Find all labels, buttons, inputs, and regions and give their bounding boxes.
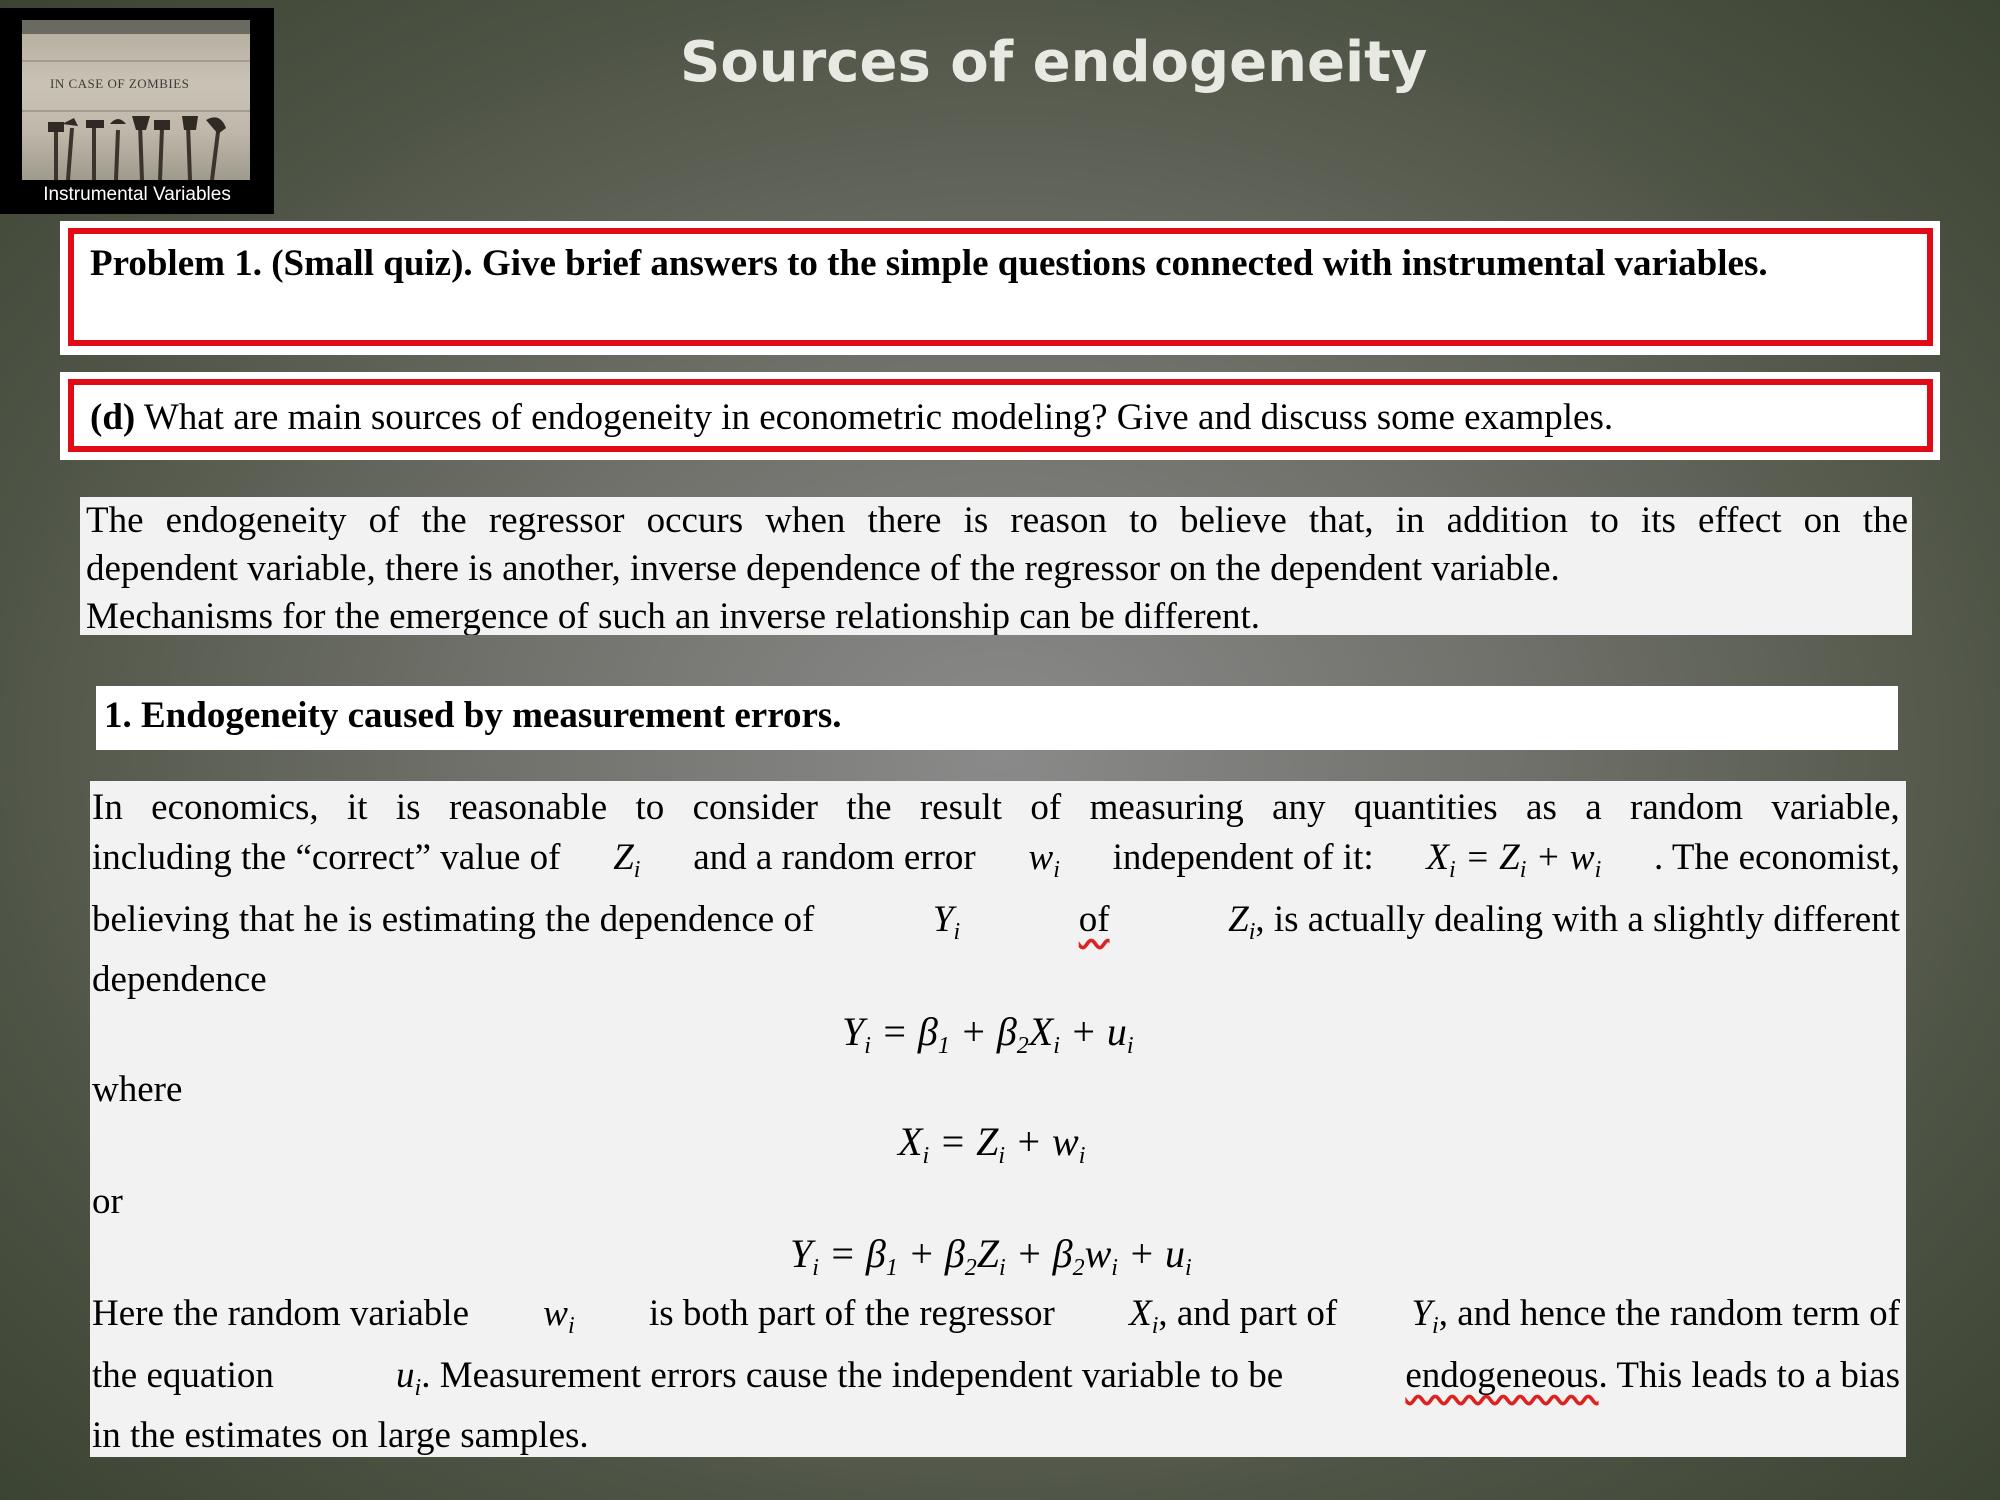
word-or: or	[92, 1181, 123, 1222]
math-Yi-group	[1411, 1292, 1900, 1340]
logo-caption: Instrumental Variables	[43, 184, 231, 205]
math-wi: $w_i$	[543, 1293, 575, 1339]
equation-2: $X_i = Z_i + w_i$	[898, 1119, 1086, 1169]
math-Xi-group	[1129, 1292, 1337, 1340]
intro-line: The endogeneity of the regressor occurs when there is reason to believe that, in addition to its effect on the	[86, 500, 1908, 541]
body-text: . The economist,	[1654, 837, 1900, 878]
math-Xi-eq: $X_i = Z_i + w_i$	[1426, 837, 1602, 883]
tools-icon	[22, 20, 250, 180]
body-text: . This leads to a bias	[1598, 1355, 1900, 1396]
body-word: to	[635, 787, 665, 828]
body-text-of: of	[1078, 899, 1110, 940]
body-word: is	[395, 787, 421, 828]
body-word: variable,	[1771, 787, 1900, 828]
body-line-4: dependence	[92, 959, 267, 1000]
slide-title: Sources of endogeneity	[680, 30, 1428, 95]
body-word: measuring	[1089, 787, 1244, 828]
math-ui-group	[396, 1354, 1283, 1402]
body-word: a	[1585, 787, 1602, 828]
body-word: result	[919, 787, 1003, 828]
body-line-1	[92, 786, 1900, 829]
body-text: independent of it:	[1112, 837, 1374, 878]
math-Yi: $Y_i$	[932, 899, 961, 945]
intro-line: Mechanisms for the emergence of such an inverse relationship can be different.	[86, 596, 1260, 635]
body-text: . Measurement errors cause the independent variable to be	[421, 1355, 1284, 1396]
course-logo	[0, 8, 274, 214]
body-text: , is actually dealing with a slightly different	[1255, 899, 1900, 940]
math-ui: $u_i$	[396, 1355, 422, 1401]
math-wi: $w_i$	[1028, 837, 1060, 883]
body-text: , and hence the random term of	[1438, 1293, 1900, 1334]
endogeneous-group	[1405, 1354, 1900, 1397]
body-word: In	[92, 787, 123, 828]
body-line-5	[92, 1292, 1900, 1340]
body-line-3	[92, 898, 1900, 946]
body-text: including the “correct” value of	[92, 837, 561, 878]
math-Zi: $Z_i$	[1228, 899, 1256, 945]
question-label: (d)	[90, 397, 136, 438]
body-text: believing that he is estimating the dependence of	[92, 899, 815, 940]
body-text-endogeneous: endogeneous	[1405, 1355, 1599, 1396]
body-word: the	[846, 787, 892, 828]
math-Zi-group	[1228, 898, 1900, 946]
math-Yi: $Y_i$	[1411, 1293, 1439, 1339]
question-text	[90, 393, 1906, 443]
intro-paragraph	[86, 497, 1908, 635]
math-Zi: $Z_i$	[613, 837, 641, 883]
body-word: random	[1630, 787, 1744, 828]
body-word: of	[1030, 787, 1062, 828]
equation-1: $Y_i = \beta_1 + \beta_2X_i + u_i$	[842, 1009, 1134, 1059]
body-line-2	[92, 836, 1900, 884]
body-word: it	[347, 787, 368, 828]
intro-line: dependent variable, there is another, inverse dependence of the regressor on the dependent variable.	[86, 548, 1560, 589]
body-line-7: in the estimates on large samples.	[92, 1415, 589, 1456]
body-text: is both part of the regressor	[648, 1293, 1055, 1334]
body-text: , and part of	[1158, 1293, 1338, 1334]
body-word: quantities	[1353, 787, 1498, 828]
body-word: any	[1272, 787, 1326, 828]
body-word: reasonable	[448, 787, 608, 828]
body-line-1-words	[92, 786, 1900, 829]
body-line-6	[92, 1354, 1900, 1402]
body-text: and a random error	[693, 837, 976, 878]
problem-text: Problem 1. (Small quiz). Give brief answers to the simple questions connected with instrumental variables.	[90, 243, 1768, 284]
word-where: where	[92, 1069, 183, 1110]
logo-sign-text: IN CASE OF ZOMBIES	[50, 76, 190, 91]
section-heading: 1. Endogeneity caused by measurement errors.	[104, 695, 842, 736]
zombie-tools-photo	[22, 20, 250, 180]
body-word: as	[1526, 787, 1557, 828]
body-word: economics,	[151, 787, 319, 828]
question-body: What are main sources of endogeneity in econometric modeling? Give and discuss some examples.	[143, 397, 1614, 438]
body-word: consider	[692, 787, 818, 828]
math-Xi: $X_i$	[1129, 1293, 1159, 1339]
body-text: Here the random variable	[92, 1293, 470, 1334]
equation-3: $Y_i = \beta_1 + \beta_2Z_i + \beta_2w_i + u_i$	[790, 1231, 1192, 1281]
body-text: the equation	[92, 1355, 274, 1396]
